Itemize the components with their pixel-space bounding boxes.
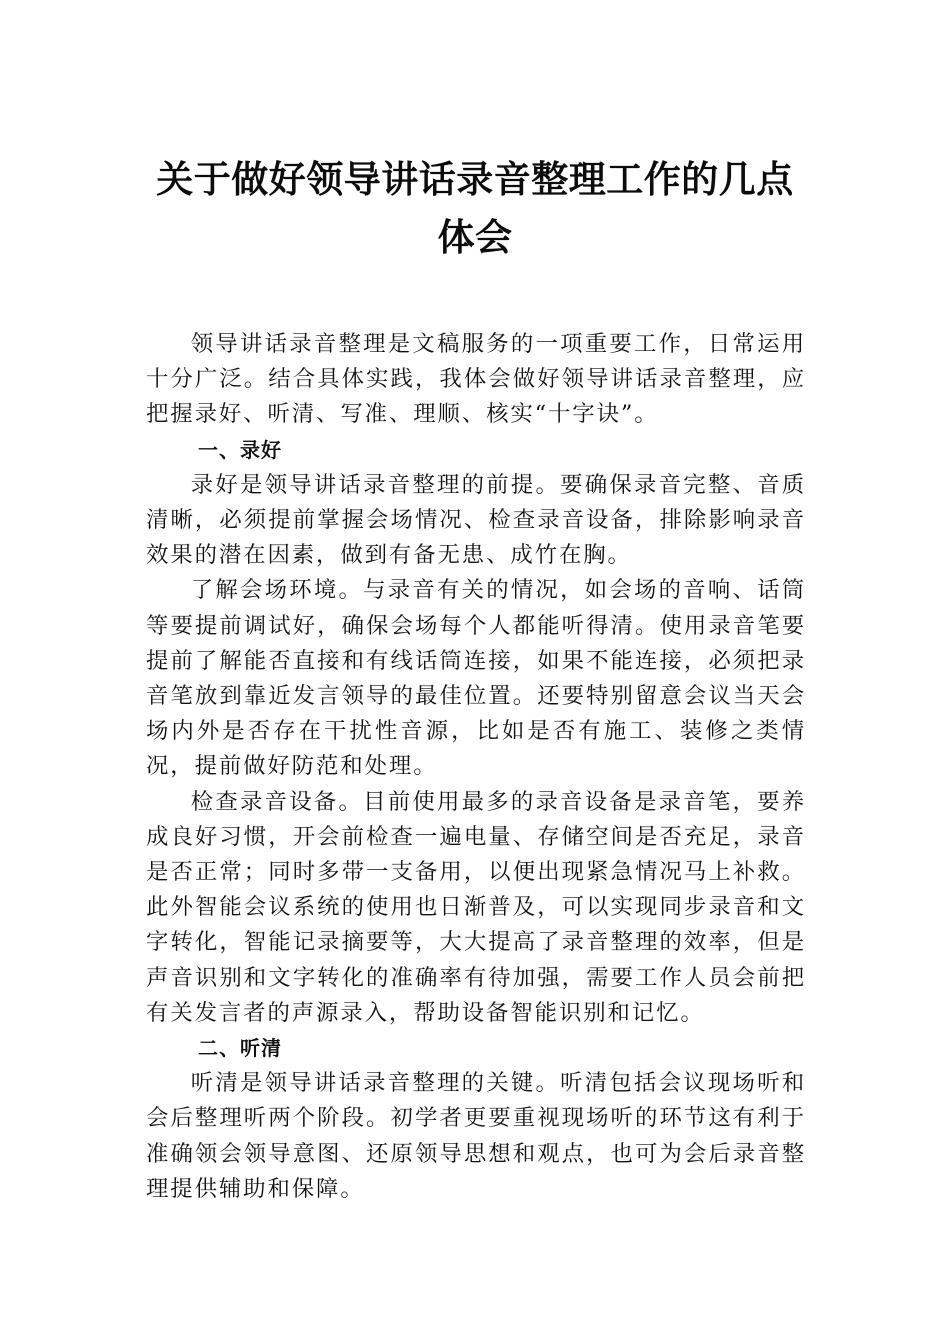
record-paragraph: 录好是领导讲话录音整理的前提。要确保录音完整、音质清晰，必须提前掌握会场情况、检查录音设备，排除影响录音效果的潜在因素，做到有备无患、成竹在胸。: [146, 471, 806, 569]
intro-paragraph: 领导讲话录音整理是文稿服务的一项重要工作，日常运用十分广泛。结合具体实践，我体会做好领导讲话录音整理，应把握录好、听清、写准、理顺、核实“十字诀”。: [146, 331, 806, 428]
section-heading-record: 一、录好: [198, 437, 282, 462]
document-title: 关于做好领导讲话录音整理工作的几点体会: [156, 157, 794, 259]
equipment-paragraph: 检查录音设备。目前使用最多的录音设备是录音笔，要养成良好习惯，开会前检查一遍电量、存储空间是否充足，录音是否正常；同时多带一支备用，以便出现紧急情况马上补救。此外智能会议系统的使用也日渐普及，可以实现同步录音和文字转化，智能记录摘要等，大大提高了录音整理的效率，但是声音识别和文字转化的准确率有待加强，需要工作人员会前把有关发言者的声源录入，帮助设备智能识别和记忆。: [146, 788, 806, 1026]
venue-paragraph: 了解会场环境。与录音有关的情况，如会场的音响、话筒等要提前调试好，确保会场每个人都能听得清。使用录音笔要提前了解能否直接和有线话筒连接，如果不能连接，必须把录音笔放到靠近发言领导的最佳位置。还要特别留意会议当天会场内外是否存在干扰性音源，比如是否有施工、装修之类情况，提前做好防范和处理。: [146, 577, 806, 780]
listen-paragraph: 听清是领导讲话录音整理的关键。听清包括会议现场听和会后整理听两个阶段。初学者更要重视现场听的环节这有利于准确领会领导意图、还原领导思想和观点，也可为会后录音整理提供辅助和保障。: [146, 1070, 806, 1202]
section-heading-listen: 二、听清: [198, 1036, 282, 1061]
document-body: [146, 327, 806, 1207]
